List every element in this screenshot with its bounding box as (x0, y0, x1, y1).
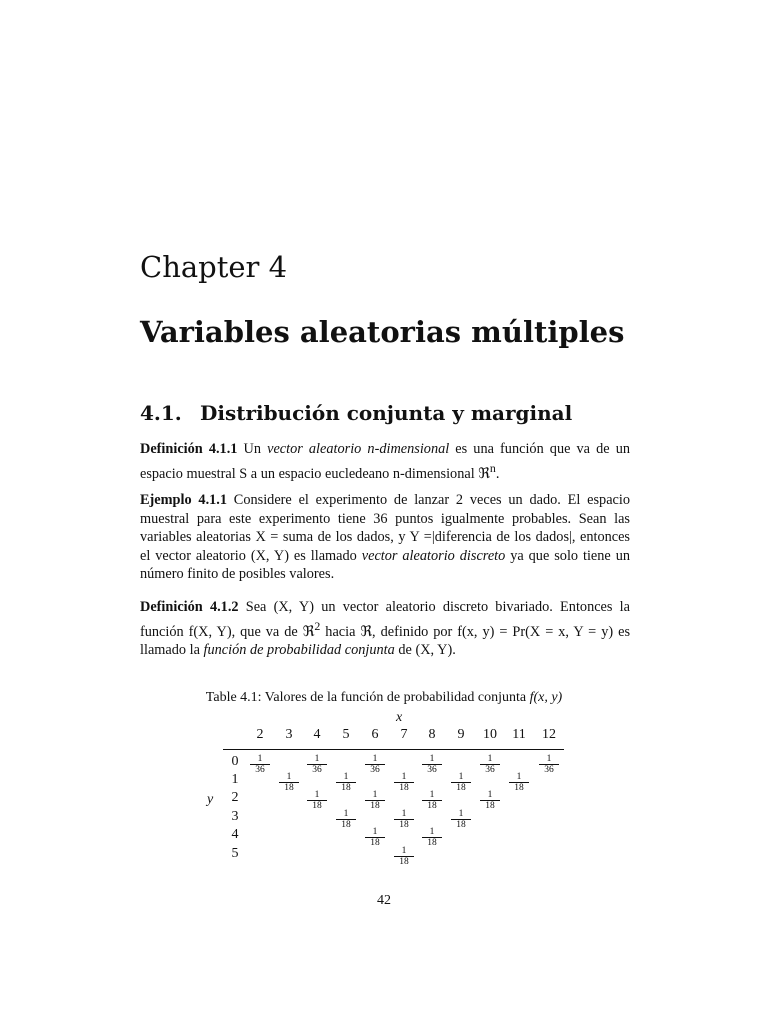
table-cell (336, 810, 356, 830)
fraction-denominator: 18 (279, 782, 299, 793)
fraction-denominator: 18 (307, 800, 327, 811)
fraction-denominator: 18 (480, 800, 500, 811)
table-cell (365, 791, 385, 811)
table-rule (223, 749, 564, 750)
table-cell (307, 791, 327, 811)
y-header-2: 2 (231, 790, 239, 805)
fraction-denominator: 18 (422, 800, 442, 811)
definition-text: Sea (X, Y) un vector aleatorio discreto bivariado. Entonces la función f(X, Y), que va de ℜ (140, 599, 630, 640)
fraction-numerator: 1 (401, 809, 407, 819)
table-cell (539, 755, 559, 775)
fraction-denominator: 18 (394, 819, 414, 830)
fraction-numerator: 1 (429, 754, 435, 764)
table-cell (480, 755, 500, 775)
definition-text: hacia ℜ, definido por f(x, y) = Pr(X = x, Y = y) es llamado la (140, 623, 631, 658)
x-header-3: 3 (285, 727, 293, 742)
table-cell (451, 773, 471, 793)
definition-term: función de probabilidad conjunta (203, 641, 395, 658)
fraction-numerator: 1 (487, 754, 493, 764)
fraction-denominator: 18 (365, 837, 385, 848)
fraction-numerator: 1 (487, 790, 493, 800)
fraction-numerator: 1 (458, 809, 464, 819)
fraction-numerator: 1 (546, 754, 552, 764)
fraction-denominator: 18 (365, 800, 385, 811)
table-cell (422, 791, 442, 811)
fraction-denominator: 18 (336, 819, 356, 830)
x-header-10: 10 (483, 727, 497, 742)
caption-text: Table 4.1: Valores de la función de probabilidad conjunta (205, 690, 530, 705)
x-header-9: 9 (457, 727, 465, 742)
fraction-denominator: 18 (422, 837, 442, 848)
caption-math: f(x, y) (529, 690, 563, 705)
example-term: vector aleatorio discreto (361, 547, 506, 564)
table-cell (279, 773, 299, 793)
fraction-denominator: 36 (250, 764, 270, 775)
x-header-2: 2 (256, 727, 264, 742)
fraction-numerator: 1 (372, 754, 378, 764)
fraction-numerator: 1 (257, 754, 263, 764)
fraction-denominator: 18 (394, 856, 414, 867)
table-cell (394, 810, 414, 830)
fraction-denominator: 36 (480, 764, 500, 775)
table-cell (365, 755, 385, 775)
definition-text: . (495, 465, 500, 482)
fraction-denominator: 36 (365, 764, 385, 775)
y-variable-label: y (207, 792, 214, 807)
x-header-12: 12 (542, 727, 556, 742)
example-label: Ejemplo 4.1.1 (140, 492, 228, 508)
fraction-denominator: 18 (336, 782, 356, 793)
fraction-numerator: 1 (401, 846, 407, 856)
page-number: 42 (377, 893, 391, 908)
y-header-1: 1 (231, 772, 239, 787)
table-cell (422, 755, 442, 775)
fraction-numerator: 1 (372, 790, 378, 800)
y-header-5: 5 (231, 846, 239, 861)
x-variable-label: x (396, 710, 403, 725)
table-cell (422, 828, 442, 848)
fraction-numerator: 1 (343, 809, 349, 819)
x-header-8: 8 (428, 727, 436, 742)
x-header-11: 11 (512, 727, 526, 742)
x-header-5: 5 (342, 727, 350, 742)
fraction-numerator: 1 (516, 772, 522, 782)
definition-text: Un (237, 441, 268, 457)
chapter-heading: Chapter 4 (140, 250, 288, 284)
fraction-denominator: 36 (307, 764, 327, 775)
definition-text: de (X, Y). (394, 641, 456, 658)
table-cell (480, 791, 500, 811)
table-cell (250, 755, 270, 775)
example-text: ya que solo tiene un número finito de posibles valores. (140, 547, 631, 583)
definition-label: Definición 4.1.2 (140, 599, 239, 615)
table-cell (394, 847, 414, 867)
fraction-denominator: 18 (451, 782, 471, 793)
fraction-numerator: 1 (458, 772, 464, 782)
table-cell (509, 773, 529, 793)
definition-text: es una función que va de un espacio muestral S a un espacio eucledeano n-dimensional ℜ (140, 441, 630, 482)
definition-term: vector aleatorio n-dimensional (267, 441, 450, 457)
fraction-denominator: 18 (509, 782, 529, 793)
fraction-numerator: 1 (286, 772, 292, 782)
fraction-denominator: 36 (539, 764, 559, 775)
fraction-numerator: 1 (429, 790, 435, 800)
fraction-denominator: 18 (394, 782, 414, 793)
y-header-4: 4 (231, 827, 239, 842)
superscript: n (489, 460, 496, 475)
fraction-numerator: 1 (314, 754, 320, 764)
superscript: 2 (314, 618, 321, 633)
x-header-7: 7 (400, 727, 408, 742)
fraction-denominator: 18 (451, 819, 471, 830)
chapter-title: Variables aleatorias múltiples (140, 315, 625, 349)
fraction-numerator: 1 (429, 827, 435, 837)
x-header-6: 6 (371, 727, 379, 742)
fraction-numerator: 1 (372, 827, 378, 837)
fraction-numerator: 1 (401, 772, 407, 782)
table-cell (365, 828, 385, 848)
section-number: 4.1. (140, 401, 182, 425)
table-cell (307, 755, 327, 775)
x-header-4: 4 (313, 727, 321, 742)
definition-label: Definición 4.1.1 (140, 441, 238, 457)
table-cell (394, 773, 414, 793)
fraction-numerator: 1 (343, 772, 349, 782)
example-text: Considere el experimento de lanzar 2 veces un dado. El espacio muestral para este experimento tiene 36 puntos igualmente probables. Sean las variables aleatorias X = suma de los dados, y Y =|diferencia de los dados|, entonces el vector aleatorio (X, Y) es llamado (140, 492, 631, 564)
y-header-3: 3 (231, 809, 239, 824)
table-cell (451, 810, 471, 830)
section-title: Distribución conjunta y marginal (200, 401, 573, 425)
fraction-numerator: 1 (314, 790, 320, 800)
table-cell (336, 773, 356, 793)
fraction-denominator: 36 (422, 764, 442, 775)
y-header-0: 0 (231, 754, 239, 769)
